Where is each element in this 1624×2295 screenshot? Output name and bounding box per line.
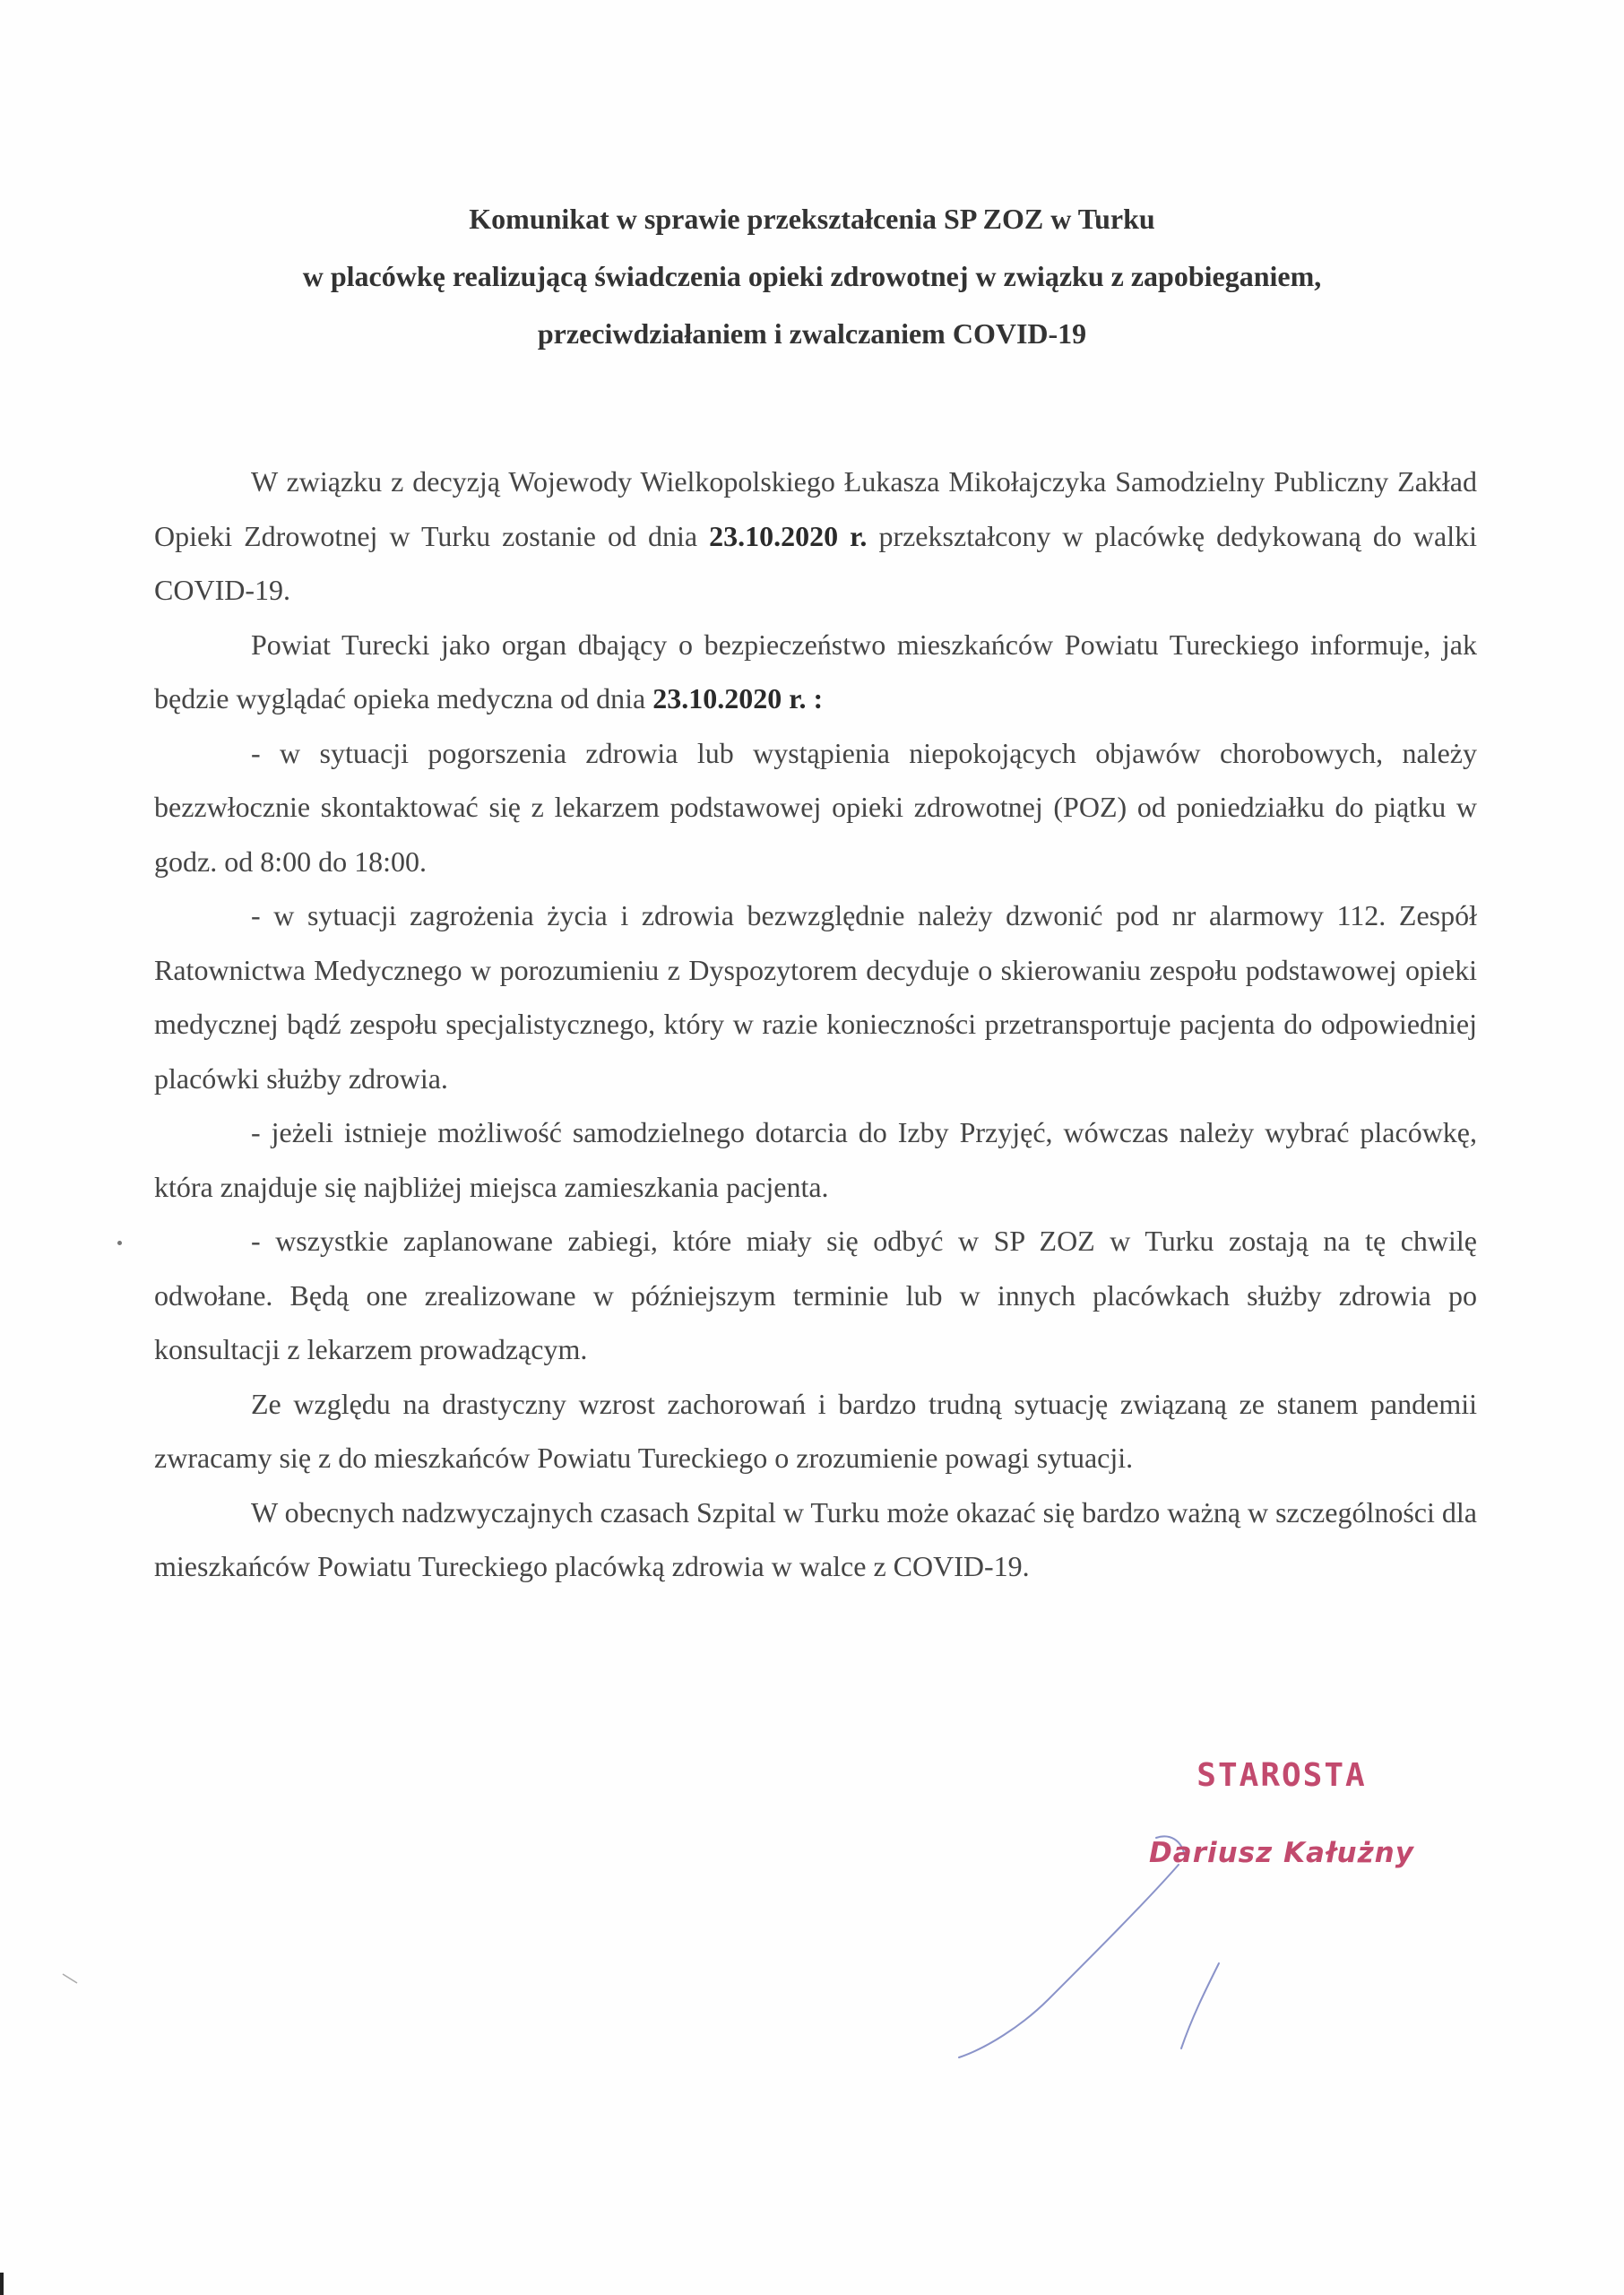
paragraph-admission: - jeżeli istnieje możliwość samodzielnego dotarcia do Izby Przyjęć, wówczas należy wybrać placówkę, która znajduje się najbliżej miejsca zamieszkania pacjenta. bbox=[154, 1116, 1477, 1203]
document-body bbox=[154, 455, 1477, 1594]
paragraph-decision bbox=[154, 455, 1477, 618]
title-line-3: przeciwdziałaniem i zwalczaniem COVID-19 bbox=[537, 317, 1087, 350]
document-title bbox=[152, 190, 1472, 362]
paragraph-emergency: - w sytuacji zagrożenia życia i zdrowia bezwzględnie należy dzwonić pod nr alarmowy 112. Zespół Ratownictwa Medycznego w porozumieniu z Dyspozytorem decyduje o skierowaniu zespołu podstawowej opieki medycznej bądź zespołu specjalistycznego, który w razie konieczności przetransportuje pacjenta do odpowiedniej placówki służby zdrowia. bbox=[154, 899, 1477, 1095]
paragraph-decision-text-a: W związku z decyzją Wojewody Wielkopolskiego Łukasza Mikołajczyka Samodzielny Publiczny Zakład Opieki Zdrowotnej w Turku zostanie od dnia bbox=[154, 465, 1477, 552]
paragraph-procedures: - wszystkie zaplanowane zabiegi, które miały się odbyć w SP ZOZ w Turku zostają na tę chwilę odwołane. Będą one zrealizowane w późniejszym terminie lub w innych placówkach służby zdrowia po konsultacji z lekarzem prowadzącym. bbox=[154, 1225, 1477, 1365]
paragraph-information-text-a: Powiat Turecki jako organ dbający o bezpieczeństwo mieszkańców Powiatu Tureckiego informuje, jak będzie wyglądać opieka medyczna od dnia bbox=[154, 628, 1477, 714]
scan-edge-mark bbox=[0, 2273, 4, 2295]
paragraph-decision-date: 23.10.2020 r. bbox=[709, 519, 868, 552]
paragraph-appeal: Ze względu na drastyczny wzrost zachorowań i bardzo trudną sytuację związaną ze stanem pandemii zwracamy się z do mieszkańców Powiatu Tureckiego o zrozumienie powagi sytuacji. bbox=[154, 1387, 1477, 1474]
stamp-title: STAROSTA bbox=[1196, 1757, 1367, 1794]
scan-mark bbox=[61, 1972, 79, 1985]
paragraph-information bbox=[154, 618, 1477, 726]
paragraph-information-date: 23.10.2020 r. : bbox=[652, 682, 824, 714]
stamp-signer-name: Dariusz Kałużny bbox=[1149, 1837, 1414, 1869]
title-line-2: w placówkę realizującą świadczenia opieki zdrowotnej w związku z zapobieganiem, bbox=[302, 260, 1322, 292]
paragraph-closing: W obecnych nadzwyczajnych czasach Szpital w Turku może okazać się bardzo ważną w szczególności dla mieszkańców Powiatu Tureckiego placówką zdrowia w walce z COVID-19. bbox=[154, 1495, 1477, 1582]
starosta-stamp bbox=[1102, 1757, 1461, 1869]
title-line-1: Komunikat w sprawie przekształcenia SP ZOZ w Turku bbox=[469, 203, 1155, 235]
scan-dot bbox=[117, 1241, 122, 1245]
paragraph-poz: - w sytuacji pogorszenia zdrowia lub wystąpienia niepokojących objawów chorobowych, należy bezzwłocznie skontaktować się z lekarzem podstawowej opieki zdrowotnej (POZ) od poniedziałku do piątku w godz. od 8:00 do 18:00. bbox=[154, 736, 1477, 878]
paragraph-decision-text-b: przekształcony w placówkę dedykowaną do walki COVID-19. bbox=[154, 519, 1478, 606]
